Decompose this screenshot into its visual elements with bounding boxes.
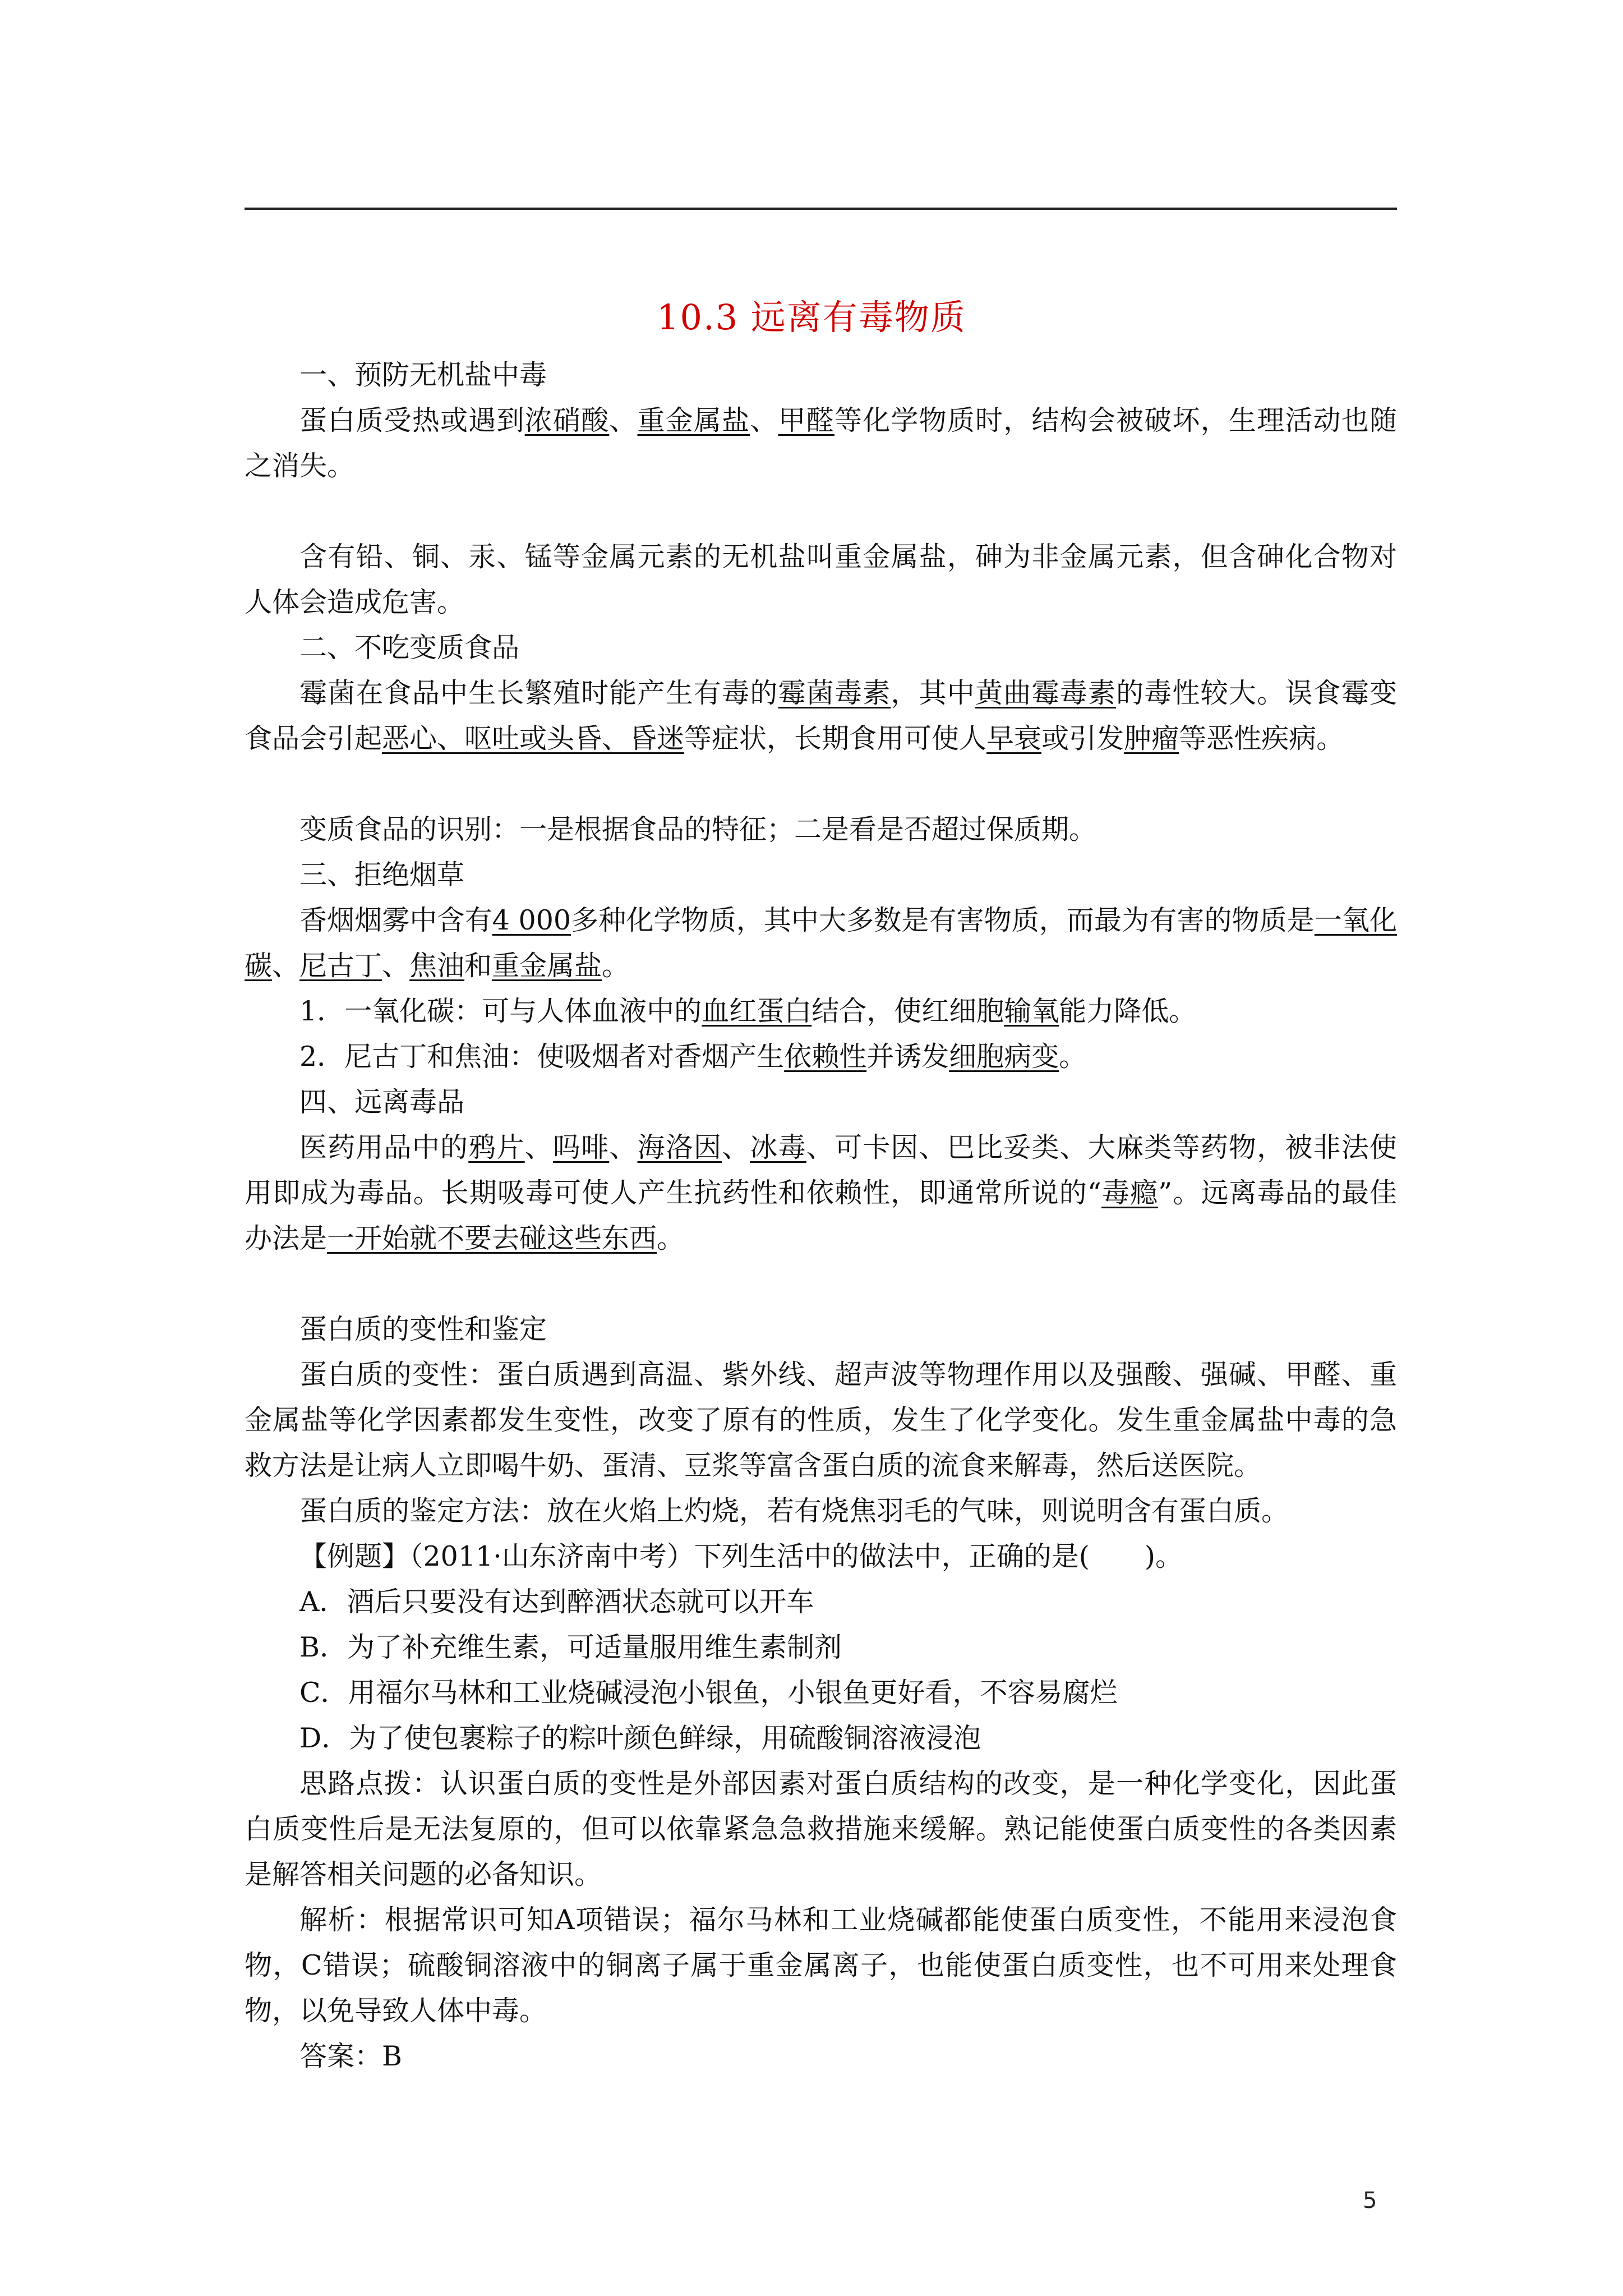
text-segment: 含有铅、铜、汞、锰等金属元素的无机盐叫重金属盐，砷为非金属元素，但含砷化合物对人体会造成危害。 bbox=[245, 541, 1397, 618]
text-segment: 或引发 bbox=[1041, 723, 1124, 754]
text-segment: 和 bbox=[464, 950, 492, 982]
text-segment: ”。远离毒品的最佳办法是 bbox=[245, 1177, 1397, 1254]
text-segment: 等症状，长期食用可使人 bbox=[684, 723, 987, 754]
text-segment: D．为了使包裹粽子的粽叶颜色鲜绿，用硫酸铜溶液浸泡 bbox=[299, 1722, 981, 1754]
text-segment: 蛋白质的变性和鉴定 bbox=[299, 1313, 547, 1345]
text-segment: 四、远离毒品 bbox=[299, 1086, 465, 1118]
text-segment: B．为了补充维生素，可适量服用维生素制剂 bbox=[299, 1631, 842, 1663]
underlined-term: 浓硝酸 bbox=[524, 404, 610, 436]
text-segment: 香烟烟雾中含有 bbox=[299, 904, 492, 936]
text-segment: 蛋白质的鉴定方法：放在火焰上灼烧，若有烧焦羽毛的气味，则说明含有蛋白质。 bbox=[299, 1495, 1289, 1527]
paragraph bbox=[245, 1534, 1397, 1579]
underlined-term: 鸦片 bbox=[468, 1131, 525, 1163]
text-segment: 答案：B bbox=[299, 2040, 403, 2072]
page-number: 5 bbox=[1363, 2188, 1377, 2214]
paragraph bbox=[245, 1125, 1397, 1261]
underlined-term: 冰毒 bbox=[750, 1131, 806, 1163]
text-segment: 霉菌在食品中生长繁殖时能产生有毒的 bbox=[299, 677, 778, 709]
underlined-term: 重金属盐 bbox=[492, 950, 602, 982]
text-segment: 结合，使红细胞 bbox=[811, 995, 1004, 1027]
paragraph bbox=[245, 1034, 1397, 1079]
paragraph bbox=[245, 1579, 1397, 1625]
text-segment: 。 bbox=[657, 1222, 685, 1254]
paragraph bbox=[245, 898, 1397, 988]
paragraph bbox=[245, 1761, 1397, 1897]
text-segment: 蛋白质的变性：蛋白质遇到高温、紫外线、超声波等物理作用以及强酸、强碱、甲醛、重金属盐等化学因素都发生变性，改变了原有的性质，发生了化学变化。发生重金属盐中毒的急救方法是让病人立即喝牛奶、蛋清、豆浆等富含蛋白质的流食来解毒，然后送医院。 bbox=[245, 1359, 1397, 1481]
text-segment: 、 bbox=[382, 950, 410, 982]
text-segment: 2．尼古丁和焦油：使吸烟者对香烟产生 bbox=[299, 1041, 785, 1073]
underlined-term: 恶心、呕吐或头昏、昏迷 bbox=[382, 723, 685, 754]
text-segment: 1．一氧化碳：可与人体血液中的 bbox=[299, 995, 702, 1027]
text-segment: A．酒后只要没有达到醉酒状态就可以开车 bbox=[299, 1586, 814, 1618]
text-segment: 等恶性疾病。 bbox=[1179, 723, 1344, 754]
underlined-term: 吗啡 bbox=[552, 1131, 610, 1163]
underlined-term: 血红蛋白 bbox=[702, 995, 812, 1027]
text-segment: 、 bbox=[609, 1131, 638, 1163]
text-segment: 解析：根据常识可知A项错误；福尔马林和工业烧碱都能使蛋白质变性，不能用来浸泡食物，C错误；硫酸铜溶液中的铜离子属于重金属离子，也能使蛋白质变性，也不可用来处理食物，以免导致人体中毒。 bbox=[245, 1904, 1397, 2027]
paragraph bbox=[245, 398, 1397, 489]
underlined-term: 海洛因 bbox=[637, 1131, 722, 1163]
text-segment: 医药用品中的 bbox=[299, 1131, 469, 1163]
paragraph bbox=[245, 852, 1397, 898]
paragraph bbox=[245, 2033, 1397, 2079]
paragraph bbox=[245, 352, 1397, 398]
text-segment: 。 bbox=[1059, 1041, 1087, 1073]
page-title: 10.3 远离有毒物质 bbox=[657, 297, 966, 338]
text-segment: 并诱发 bbox=[866, 1041, 949, 1073]
text-segment: C．用福尔马林和工业烧碱浸泡小银鱼，小银鱼更好看，不容易腐烂 bbox=[299, 1677, 1118, 1709]
underlined-term: 4 000 bbox=[492, 904, 571, 936]
text-segment: 多种化学物质，其中大多数是有害物质，而最为有害的物质是 bbox=[571, 904, 1315, 936]
underlined-term: 黄曲霉毒素 bbox=[975, 677, 1117, 709]
text-segment: 二、不吃变质食品 bbox=[299, 632, 520, 664]
text-segment: 能力降低。 bbox=[1059, 995, 1197, 1027]
document-body bbox=[245, 352, 1397, 2079]
text-segment: 、 bbox=[524, 1131, 553, 1163]
underlined-term: 尼古丁 bbox=[299, 950, 382, 982]
underlined-term: 输氧 bbox=[1004, 995, 1059, 1027]
underlined-term: 重金属盐 bbox=[637, 404, 750, 436]
underlined-term: 早衰 bbox=[986, 723, 1042, 754]
text-segment: 、 bbox=[722, 1131, 750, 1163]
paragraph bbox=[245, 1352, 1397, 1488]
text-segment: 思路点拨：认识蛋白质的变性是外部因素对蛋白质结构的改变，是一种化学变化，因此蛋白质变性后是无法复原的，但可以依靠紧急急救措施来缓解。熟记能使蛋白质变性的各类因素是解答相关问题的必备知识。 bbox=[245, 1768, 1397, 1890]
underlined-term: 一开始就不要去碰这些东西 bbox=[327, 1222, 657, 1254]
paragraph bbox=[245, 1306, 1397, 1352]
text-segment: 变质食品的识别：一是根据食品的特征；二是看是否超过保质期。 bbox=[299, 813, 1097, 845]
paragraph bbox=[245, 534, 1397, 625]
text-segment: 。 bbox=[602, 950, 630, 982]
paragraph bbox=[245, 1670, 1397, 1715]
paragraph bbox=[245, 1488, 1397, 1534]
text-segment: 、 bbox=[609, 404, 638, 436]
text-segment: 一、预防无机盐中毒 bbox=[299, 359, 547, 391]
text-segment: 的毒性较大。误食霉变食品会引起 bbox=[245, 677, 1397, 754]
underlined-term: 一氧化碳 bbox=[245, 904, 1397, 982]
underlined-term: 毒瘾 bbox=[1101, 1177, 1159, 1209]
text-segment: 等化学物质时，结构会被破坏，生理活动也随之消失。 bbox=[245, 404, 1397, 482]
text-segment: 、 bbox=[750, 404, 778, 436]
paragraph bbox=[245, 1079, 1397, 1125]
text-segment: 三、拒绝烟草 bbox=[299, 859, 465, 891]
paragraph bbox=[245, 1897, 1397, 2033]
underlined-term: 细胞病变 bbox=[949, 1041, 1059, 1073]
underlined-term: 肿瘤 bbox=[1124, 723, 1179, 754]
text-segment: 蛋白质受热或遇到 bbox=[299, 404, 525, 436]
text-segment: 、 bbox=[272, 950, 300, 982]
text-segment: 【例题】（2011·山东济南中考）下列生活中的做法中，正确的是( )。 bbox=[299, 1540, 1183, 1572]
paragraph bbox=[245, 670, 1397, 761]
paragraph bbox=[245, 807, 1397, 852]
text-segment: 、可卡因、巴比妥类、大麻类等药物，被非法使用即成为毒品。长期吸毒可使人产生抗药性和依赖性，即通常所说的“ bbox=[245, 1131, 1397, 1209]
underlined-term: 甲醛 bbox=[778, 404, 834, 436]
header-rule bbox=[245, 208, 1397, 210]
paragraph bbox=[245, 1715, 1397, 1761]
underlined-term: 焦油 bbox=[409, 950, 465, 982]
text-segment: ，其中 bbox=[891, 677, 976, 709]
underlined-term: 霉菌毒素 bbox=[778, 677, 891, 709]
paragraph bbox=[245, 625, 1397, 670]
paragraph bbox=[245, 988, 1397, 1034]
paragraph bbox=[245, 1625, 1397, 1670]
underlined-term: 依赖性 bbox=[784, 1041, 867, 1073]
